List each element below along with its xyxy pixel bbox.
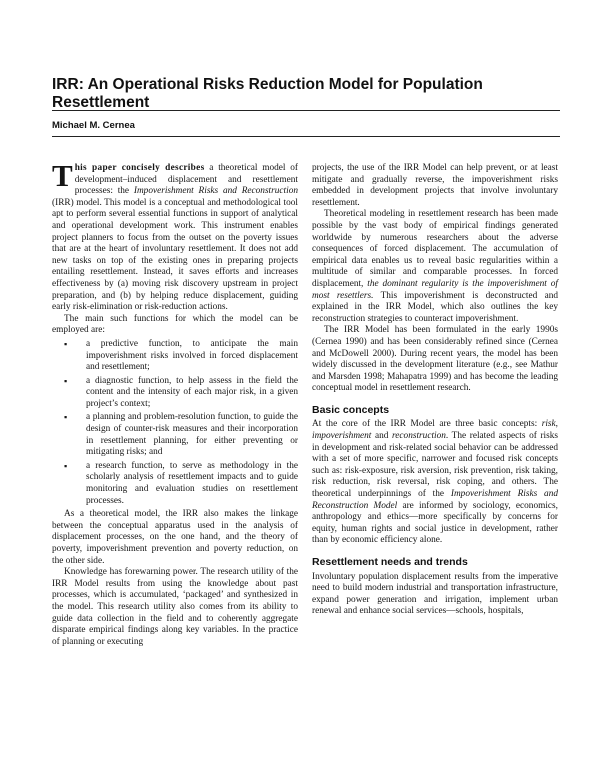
title-rule (52, 110, 560, 111)
list-item: ▪ a planning and problem-resolution function, to guide the design of counter-risk measures and their incorporation in resettlement planning, for either preventing or mitigating risks; and (86, 412, 298, 458)
text-run: and (371, 431, 393, 442)
paragraph (312, 209, 558, 325)
italic-run: Impoverishment Risks and Reconstruction Model (312, 489, 558, 511)
list-item: ▪ a research function, to serve as methodology in the scholarly analysis of resettlement impacts and to guide monitoring and evaluation studies on resettlement processes. (86, 461, 298, 507)
paragraph: Knowledge has forewarning power. The research utility of the IRR Model results from using the knowledge about past processes, which is accumulated, ‘packaged’ and synthesized in the model. This research utility also comes from its ability to guide data collection in the field and to coherently aggregate disparate empirical findings along key variables. In the practice of planning or executing (52, 567, 298, 647)
drop-cap: T (52, 158, 73, 193)
italic-run: impoverishment (312, 431, 372, 442)
text-run: (IRR) model. This model is a conceptual and methodological tool apt to perform several essential functions in support of analytical and operational development work. This instrument enables project planners to focus from the outset on the poverty issues that are at the heart of involuntary resettlement. It does not add new tasks on top of the existing ones in preparing projects entailing resettlement. Instead, it saves efforts and increases effectiveness by (a) moving risk discovery upstream in project preparation, and (b) by helping reduce displacement, guiding early risk-elimination or risk-reduction actions. (52, 197, 298, 313)
text-run: This impoverishment is deconstructed and explained in the IRR Model, which also outlines the key reconstruction strategies to counteract impoverishment. (312, 290, 559, 324)
italic-run: risk (541, 419, 556, 430)
paragraph (312, 419, 558, 547)
list-item: ▪ a diagnostic function, to help assess in the field the content and the intensity of each major risk, in a given project’s context; (86, 376, 298, 411)
author-rule (52, 136, 560, 137)
paragraph: As a theoretical model, the IRR also makes the linkage between the conceptual apparatus used in the analysis of displacement processes, on the one hand, and the theory of poverty, impoverishment prevention and poverty reduction, on the other side. (52, 509, 298, 566)
italic-run: reconstruction (392, 431, 446, 442)
functions-list (52, 339, 298, 507)
paper-title: IRR: An Operational Risks Reduction Model for Population Resettlement (52, 76, 483, 111)
text-run: . The related aspects of risks in development and risk-related social behavior can be addressed with a set of more specific, narrower and focused risk concepts such as: risk-exposure, risk aversion, risk prevention, risk taking, risk reduction, risk reversal, risk coping, and others. The theoretical underpinnings of the (312, 431, 558, 500)
left-column (52, 158, 299, 648)
author-name: Michael M. Cernea (52, 120, 135, 131)
paragraph: The main such functions for which the model can be employed are: (52, 313, 298, 336)
text-run: a theoretical model of development–induced displacement and resettlement processes: the (74, 163, 298, 197)
text-run: are informed by sociology, economics, anthropology and ethics—more specifically by concerns for equity, human rights and social justice in development, rather than by economic efficiency alone. (312, 500, 558, 546)
text-run: , (555, 419, 558, 430)
right-column (312, 163, 558, 618)
paragraph: Involuntary population displacement results from the imperative need to build modern industrial and transportation infrastructure, expand power generation and irrigation, implement urban renewal and enhance social services—schools, hospitals, (312, 571, 558, 617)
paragraph: projects, the use of the IRR Model can help prevent, or at least mitigate and gradually reverse, the impoverishment risks embedded in development projects that involve involuntary resettlement. (312, 163, 558, 208)
text-run: At the core of the IRR Model are three basic concepts: (312, 419, 542, 430)
text-run: Theoretical modeling in resettlement research has been made possible by the vast body of empirical findings generated worldwide by numerous researchers about the adverse consequences of forced displacement. The accumulation of empirical data enables us to reveal basic regularities within a multitude of similar and comparable processes. In forced displacement, (312, 209, 558, 289)
italic-run: the dominant regularity is the impoverishment of most resettlers. (312, 278, 558, 301)
paragraph (52, 158, 299, 314)
paragraph: The IRR Model has been formulated in the early 1990s (Cernea 1990) and has been considerably refined since (Cernea and McDowell 2000). During recent years, the model has been widely discussed in the development literature (e.g., see Mathur and Marsden 1998; Mahapatra 1999) and has become the leading conceptual model in resettlement research. (312, 325, 558, 394)
italic-run: Impoverishment Risks and Reconstruction (133, 186, 299, 197)
lead-in: his paper concisely describes (74, 163, 205, 173)
section-heading-basic-concepts: Basic concepts (312, 403, 390, 416)
list-item: ▪ a predictive function, to anticipate the main impoverishment risks involved in forced displacement and resettlement; (86, 339, 298, 374)
section-heading-resettlement-needs: Resettlement needs and trends (312, 556, 468, 568)
